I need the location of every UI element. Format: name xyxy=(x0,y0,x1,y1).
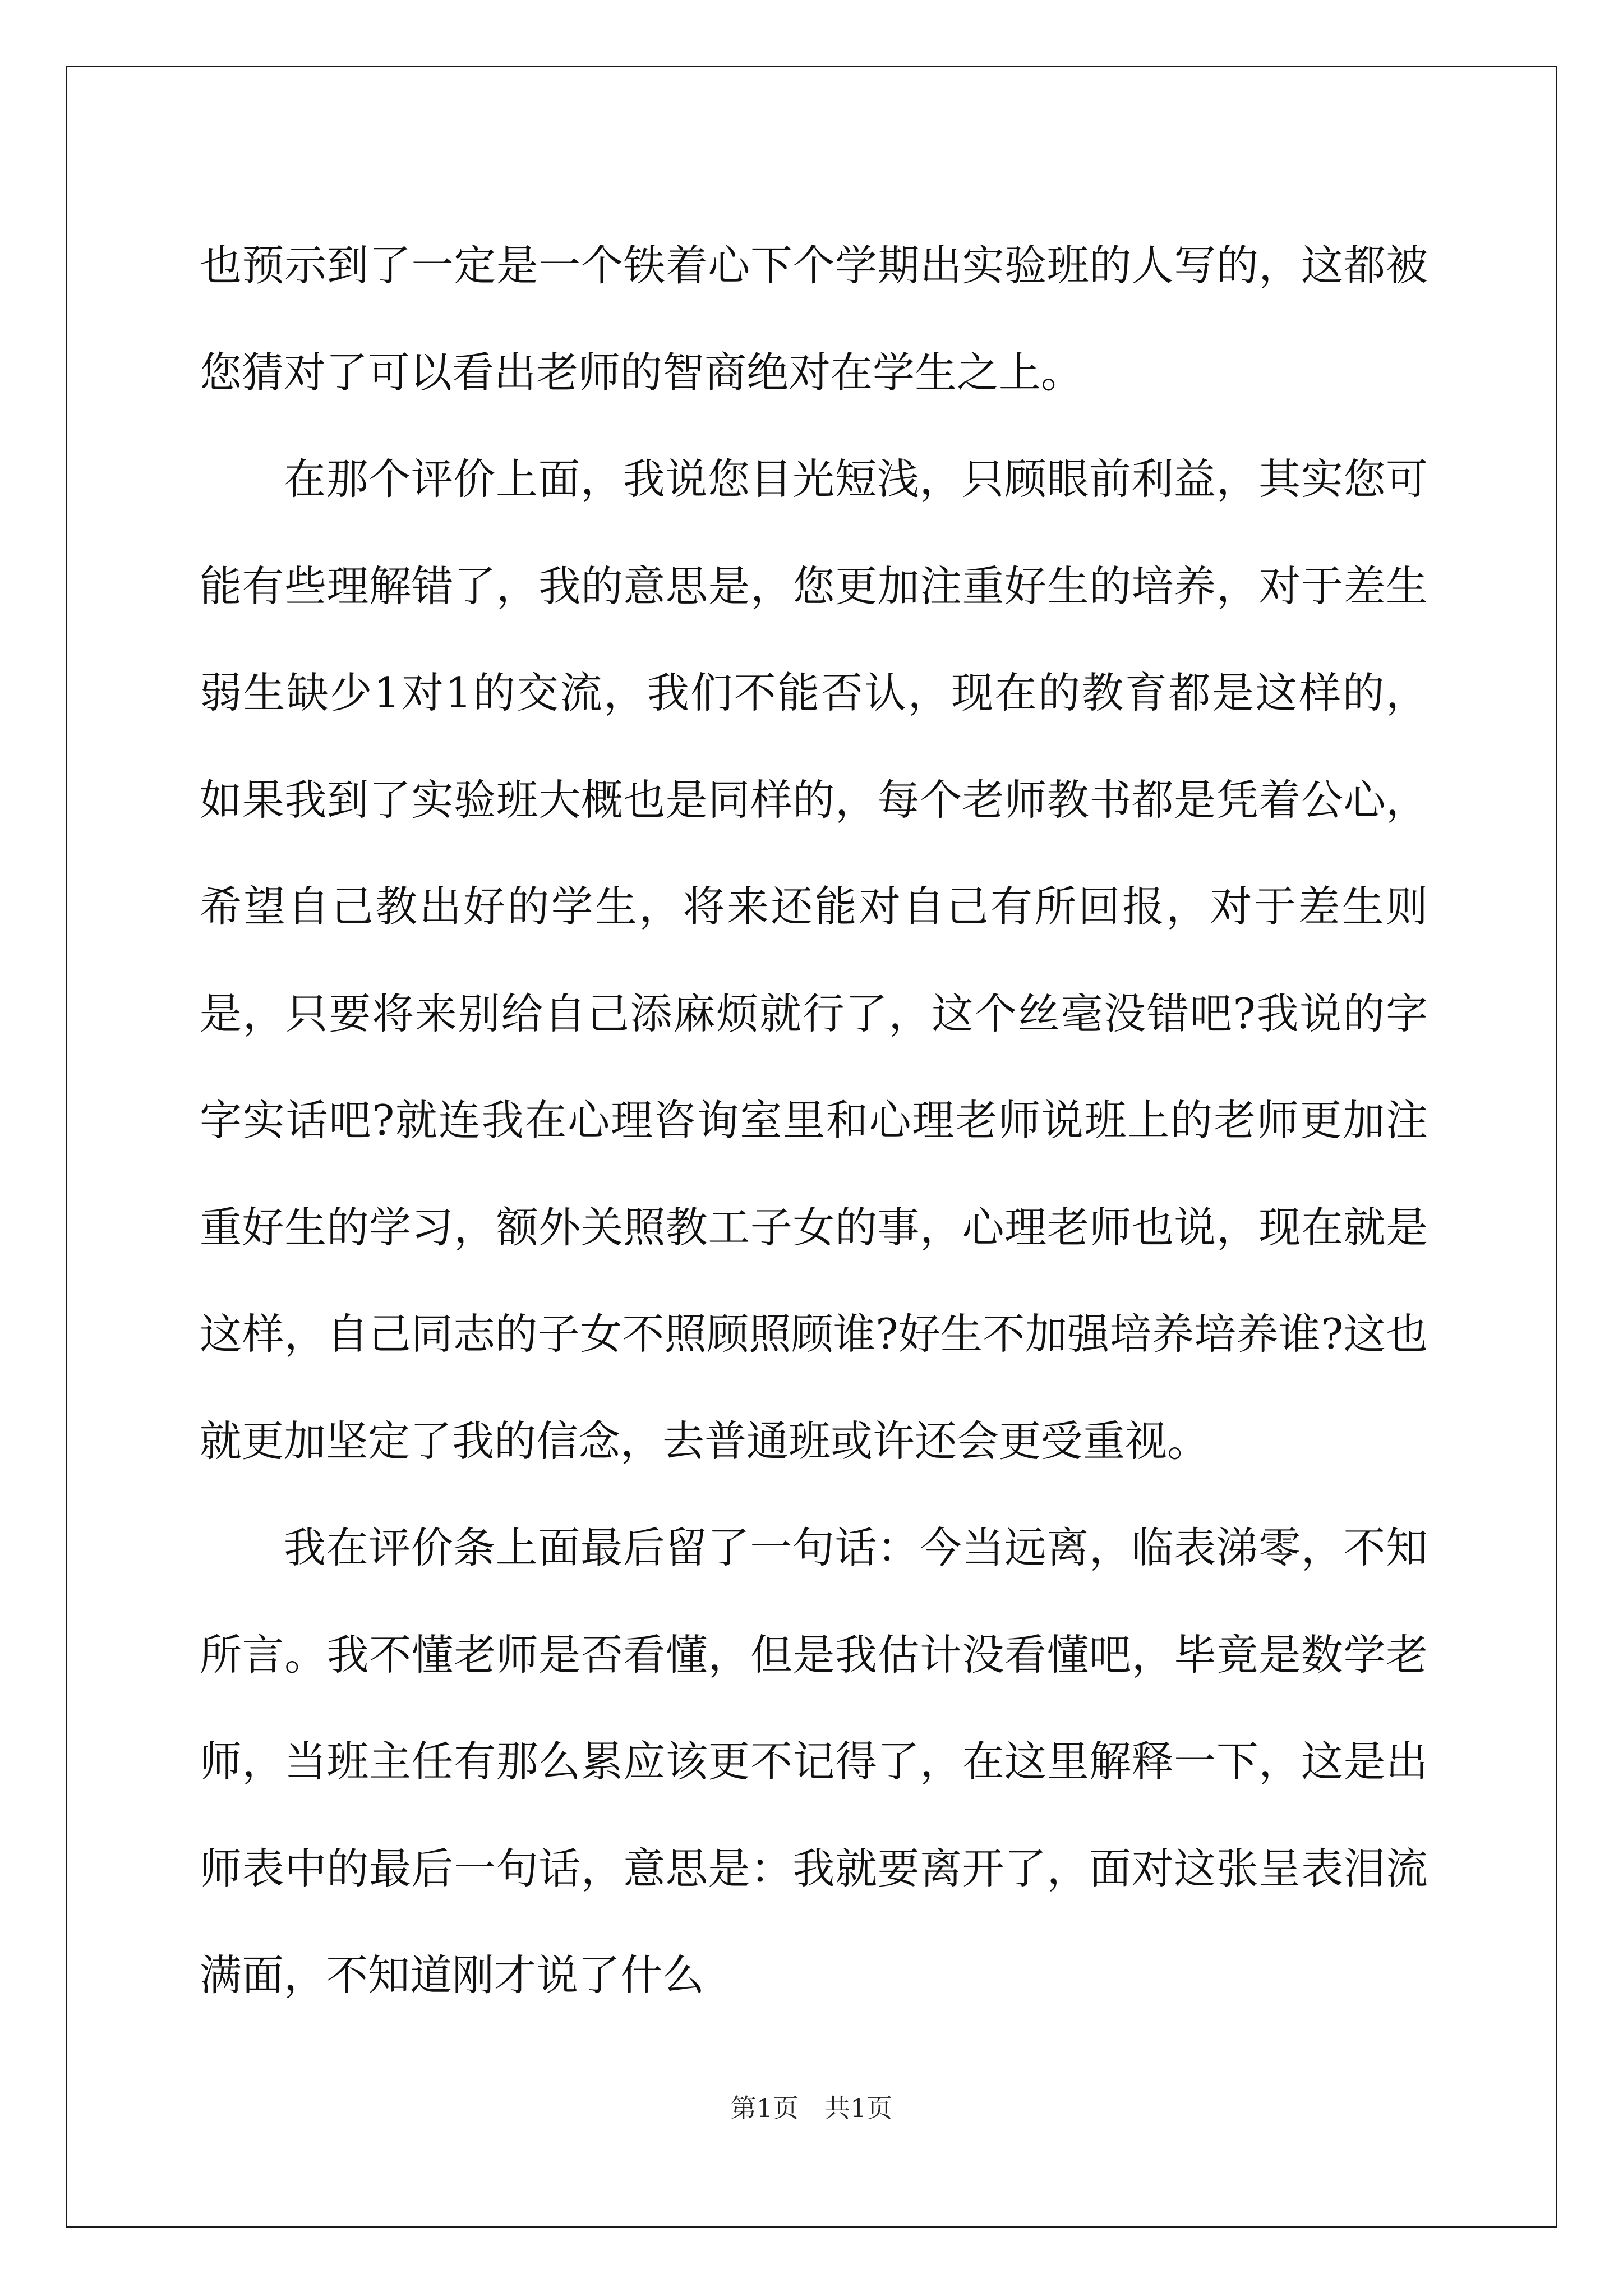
paragraph-3: 我在评价条上面最后留了一句话：今当远离，临表涕零，不知所言。我不懂老师是否看懂，但是我估计没看懂吧，毕竟是数学老师，当班主任有那么累应该更不记得了，在这里解释一下，这是出师表中的最后一句话，意思是：我就要离开了，面对这张呈表泪流满面，不知道刚才说了什么 xyxy=(200,1523,1428,2000)
paragraph-2: 在那个评价上面，我说您目光短浅，只顾眼前利益，其实您可能有些理解错了，我的意思是，您更加注重好生的培养，对于差生弱生缺少1对1的交流，我们不能否认，现在的教育都是这样的，如果我到了实验班大概也是同样的，每个老师教书都是凭着公心，希望自己教出好的学生，将来还能对自己有所回报，对于差生则是，只要将来别给自己添麻烦就行了，这个丝毫没错吧?我说的字字实话吧?就连我在心理咨询室里和心理老师说班上的老师更加注重好生的学习，额外关照教工子女的事，心理老师也说，现在就是这样，自己同志的子女不照顾照顾谁?好生不加强培养培养谁?这也就更加坚定了我的信念，去普通班或许还会更受重视。 xyxy=(200,454,1428,1466)
paragraph-1: 也预示到了一定是一个铁着心下个学期出实验班的人写的，这都被您猜对了可以看出老师的智商绝对在学生之上。 xyxy=(200,241,1428,397)
document-body xyxy=(200,212,1428,2029)
page-number: 第1页 共1页 xyxy=(730,2093,893,2123)
